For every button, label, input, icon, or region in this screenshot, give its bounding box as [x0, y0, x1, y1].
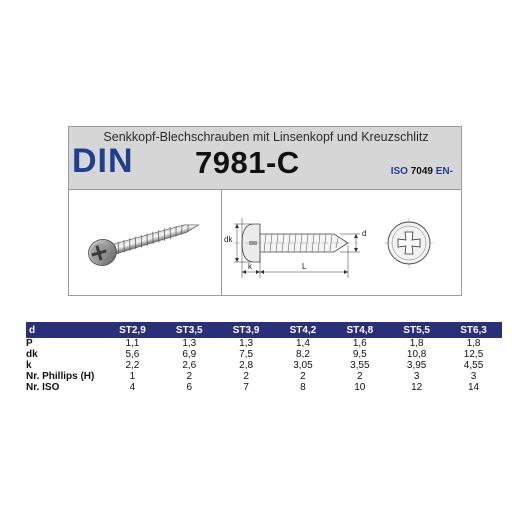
table-cell: 14 — [467, 382, 480, 393]
table-cell: 12 — [411, 382, 423, 393]
table-cell: 12,5 — [463, 349, 484, 360]
table-cell: 10 — [354, 382, 366, 393]
table-cell: 2 — [186, 371, 193, 382]
table-cell: 2,6 — [182, 360, 197, 371]
table-row — [26, 338, 502, 349]
product-images — [68, 190, 462, 296]
row-label: P — [26, 338, 33, 349]
column-header: ST3,5 — [161, 322, 218, 338]
iso-reference — [391, 167, 453, 177]
table-row — [26, 360, 502, 371]
table-cell: 5,6 — [125, 349, 140, 360]
column-header: ST2,9 — [104, 322, 161, 338]
table-cell: 2 — [357, 371, 363, 382]
column-header: ST4,2 — [275, 322, 332, 338]
table-cell: 6,9 — [182, 349, 197, 360]
table-row — [26, 371, 502, 382]
table-cell: 2 — [243, 371, 249, 382]
technical-drawing — [222, 190, 462, 295]
column-header: ST3,9 — [218, 322, 275, 338]
table-cell: 4,55 — [463, 360, 484, 371]
iso-number: 7049 — [410, 166, 433, 177]
table-cell: 8,2 — [296, 349, 310, 360]
d-label: d — [362, 229, 367, 238]
row-label: Nr. Phillips (H) — [26, 371, 95, 382]
table-cell: 4 — [129, 382, 136, 393]
table-cell: 8 — [300, 382, 306, 393]
iso-suffix: EN- — [435, 166, 453, 177]
screw-photo — [69, 190, 221, 295]
table-header-label: d — [26, 322, 104, 338]
column-header: ST4,8 — [331, 322, 388, 338]
row-label: dk — [26, 349, 38, 360]
din-number: 7981-C — [195, 145, 300, 180]
product-subtitle: Senkkopf-Blechschrauben mit Linsenkopf und Kreuzschlitz — [103, 130, 429, 144]
table-cell: 1,8 — [409, 338, 424, 349]
specification-table — [26, 322, 502, 393]
table-cell: 7,5 — [239, 349, 254, 360]
table-cell: 7 — [243, 382, 249, 393]
table-cell: 3,05 — [293, 360, 313, 371]
table-cell: 3 — [413, 371, 420, 382]
table-cell: 6 — [186, 382, 193, 393]
product-header — [68, 126, 462, 190]
table-cell: 2,2 — [125, 360, 140, 371]
column-header: ST5,5 — [388, 322, 445, 338]
table-cell: 3 — [470, 371, 477, 382]
row-label: k — [26, 360, 32, 371]
table-cell: 1 — [129, 371, 136, 382]
dk-label: dk — [224, 235, 233, 244]
table-cell: 3,55 — [350, 360, 370, 371]
table-cell: 1,1 — [125, 338, 140, 349]
table-cell: 10,8 — [406, 349, 427, 360]
table-cell: 1,3 — [182, 338, 197, 349]
table-row — [26, 349, 502, 360]
din-label: DIN — [72, 142, 134, 180]
table-header-row — [26, 322, 502, 338]
table-cell: 3,95 — [406, 360, 427, 371]
row-label: Nr. ISO — [26, 382, 60, 393]
table-cell: 1,3 — [239, 338, 254, 349]
table-cell: 1,4 — [296, 338, 310, 349]
k-label: k — [248, 262, 252, 271]
iso-prefix: ISO — [390, 166, 408, 177]
table-cell: 2,8 — [239, 360, 254, 371]
table-cell: 1,8 — [466, 338, 481, 349]
table-cell: 9,5 — [352, 349, 367, 360]
length-label: L — [302, 262, 307, 271]
table-row — [26, 382, 502, 393]
table-cell: 1,6 — [352, 338, 367, 349]
table-cell: 2 — [300, 371, 306, 382]
column-header: ST6,3 — [445, 322, 502, 338]
